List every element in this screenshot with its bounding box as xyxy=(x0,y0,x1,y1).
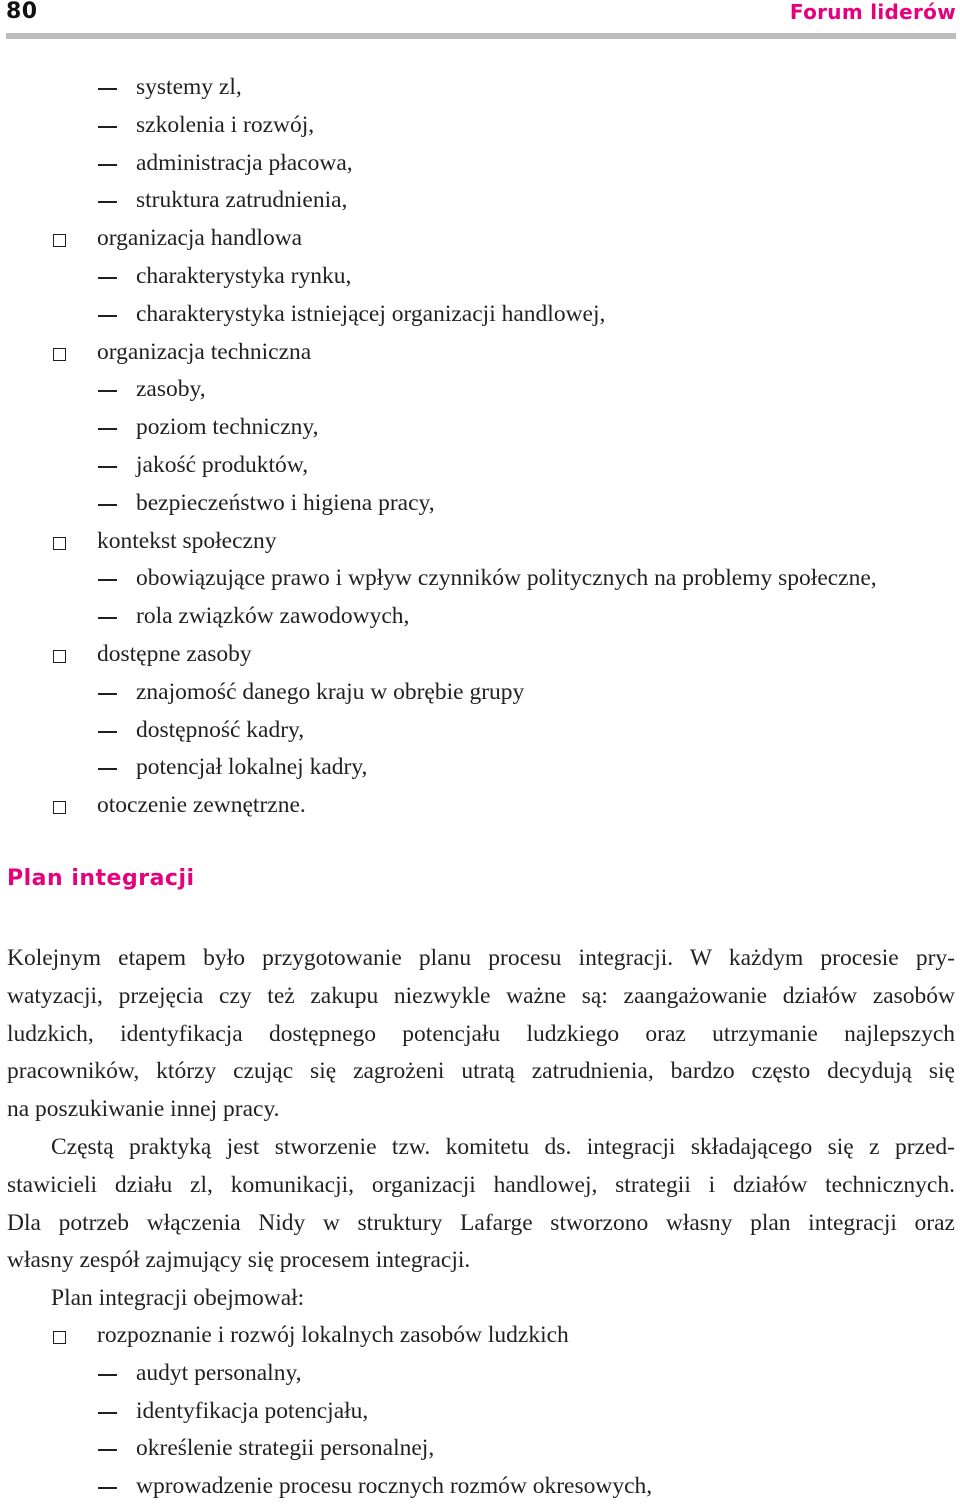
paragraph-1 xyxy=(7,940,955,1129)
paragraph-line: ludzkich, identyfikacja dostępnego potencjału ludzkiego oraz utrzymanie najlepszych xyxy=(7,1020,955,1047)
dash-bullet-icon xyxy=(98,126,117,128)
square-bullet-icon xyxy=(53,650,66,663)
dash-bullet-icon xyxy=(98,428,117,430)
list-item-text: rola związków zawodowych, xyxy=(136,603,410,630)
paragraph-line: Częstą praktyką jest stworzenie tzw. komitetu ds. integracji składającego się z przed- xyxy=(51,1134,955,1160)
sub-list-item xyxy=(0,750,960,788)
page-number: 80 xyxy=(6,0,38,24)
list-item-text: znajomość danego kraju w obrębie grupy xyxy=(136,678,525,705)
list-item-text: kontekst społeczny xyxy=(97,527,277,554)
list-item-text: poziom techniczny, xyxy=(136,414,319,441)
dash-bullet-icon xyxy=(98,731,117,733)
sub-list-item xyxy=(0,599,960,637)
sub-list-item xyxy=(0,1431,960,1469)
list-item xyxy=(0,524,960,562)
paragraph-line: na poszukiwanie innej pracy. xyxy=(7,1096,280,1123)
sub-list-item xyxy=(0,448,960,486)
running-title: Forum liderów xyxy=(789,0,956,24)
sub-list-item xyxy=(0,297,960,335)
sub-list-item xyxy=(0,675,960,713)
dash-bullet-icon xyxy=(98,277,117,279)
header-rule xyxy=(6,33,956,39)
sub-list-item xyxy=(0,70,960,108)
dash-bullet-icon xyxy=(98,164,117,166)
dash-bullet-icon xyxy=(98,201,117,203)
paragraph-line: stawicieli działu zl, komunikacji, organizacji handlowej, strategii i działów technicznych. xyxy=(7,1171,955,1198)
square-bullet-icon xyxy=(53,234,66,247)
list-item-text: obowiązujące prawo i wpływ czynników politycznych na problemy społeczne, xyxy=(136,565,877,592)
bulleted-list-top xyxy=(0,70,960,826)
list-item xyxy=(0,221,960,259)
dash-bullet-icon xyxy=(98,768,117,770)
dash-bullet-icon xyxy=(98,693,117,695)
dash-bullet-icon xyxy=(98,315,117,317)
dash-bullet-icon xyxy=(98,1449,117,1451)
square-bullet-icon xyxy=(53,537,66,550)
list-item xyxy=(0,1318,960,1356)
square-bullet-icon xyxy=(53,1331,66,1344)
sub-list-item xyxy=(0,1394,960,1432)
list-item-text: administracja płacowa, xyxy=(136,149,353,176)
sub-list-item xyxy=(0,486,960,524)
dash-bullet-icon xyxy=(98,1374,117,1376)
sub-list-item xyxy=(0,183,960,221)
sub-list-item xyxy=(0,1356,960,1394)
page-header xyxy=(0,0,960,42)
list-item-text: dostępność kadry, xyxy=(136,716,305,743)
dash-bullet-icon xyxy=(98,579,117,581)
list-item-text: organizacja handlowa xyxy=(97,225,303,252)
list-item-text: określenie strategii personalnej, xyxy=(136,1435,435,1462)
paragraph-line: pracowników, którzy czując się zagrożeni utratą zatrudnienia, bardzo często decydują się xyxy=(7,1058,955,1085)
list-item-text: dostępne zasoby xyxy=(97,640,252,667)
list-item-text: organizacja techniczna xyxy=(97,338,312,365)
sub-list-item xyxy=(0,1469,960,1507)
square-bullet-icon xyxy=(53,801,66,814)
list-item-text: rozpoznanie i rozwój lokalnych zasobów ludzkich xyxy=(97,1322,569,1348)
section-heading: Plan integracji xyxy=(7,866,195,891)
list-item-text: jakość produktów, xyxy=(136,451,309,478)
paragraph-2 xyxy=(7,1129,955,1280)
sub-list-item xyxy=(0,108,960,146)
dash-bullet-icon xyxy=(98,88,117,90)
list-item-text: bezpieczeństwo i higiena pracy, xyxy=(136,489,435,516)
list-item xyxy=(0,335,960,373)
sub-list-item xyxy=(0,561,960,599)
list-item-text: potencjał lokalnej kadry, xyxy=(136,754,368,781)
list-item-text: otoczenie zewnętrzne. xyxy=(97,792,306,819)
dash-bullet-icon xyxy=(98,1412,117,1414)
bulleted-list-bottom xyxy=(0,1318,960,1507)
paragraph-line: Kolejnym etapem było przygotowanie planu procesu integracji. W każdym procesie pry- xyxy=(7,945,955,971)
list-item-text: identyfikacja potencjału, xyxy=(136,1397,369,1424)
paragraph-line: watyzacji, przejęcia czy też zakupu niezwykle ważne są: zaangażowanie działów zasobów xyxy=(7,982,955,1009)
list-item-text: zasoby, xyxy=(136,376,206,403)
sub-list-item xyxy=(0,410,960,448)
sub-list-item xyxy=(0,713,960,751)
sub-list-item xyxy=(0,146,960,184)
list-item xyxy=(0,637,960,675)
paragraph-line: własny zespół zajmujący się procesem integracji. xyxy=(7,1247,471,1274)
paragraph-line: Plan integracji obejmował: xyxy=(51,1285,305,1311)
dash-bullet-icon xyxy=(98,504,117,506)
list-item-text: szkolenia i rozwój, xyxy=(136,111,315,138)
list-item xyxy=(0,788,960,826)
list-item-text: audyt personalny, xyxy=(136,1359,302,1386)
dash-bullet-icon xyxy=(98,617,117,619)
list-item-text: struktura zatrudnienia, xyxy=(136,187,348,214)
dash-bullet-icon xyxy=(98,466,117,468)
list-item-text: charakterystyka istniejącej organizacji handlowej, xyxy=(136,300,606,327)
sub-list-item xyxy=(0,259,960,297)
list-item-text: charakterystyka rynku, xyxy=(136,262,352,289)
list-item-text: wprowadzenie procesu rocznych rozmów okresowych, xyxy=(136,1473,653,1500)
square-bullet-icon xyxy=(53,348,66,361)
paragraph-line: Dla potrzeb włączenia Nidy w struktury Lafarge stworzono własny plan integracji oraz xyxy=(7,1209,955,1236)
paragraph-3 xyxy=(7,1280,955,1318)
dash-bullet-icon xyxy=(98,390,117,392)
sub-list-item xyxy=(0,372,960,410)
list-item-text: systemy zl, xyxy=(136,74,242,100)
dash-bullet-icon xyxy=(98,1487,117,1489)
